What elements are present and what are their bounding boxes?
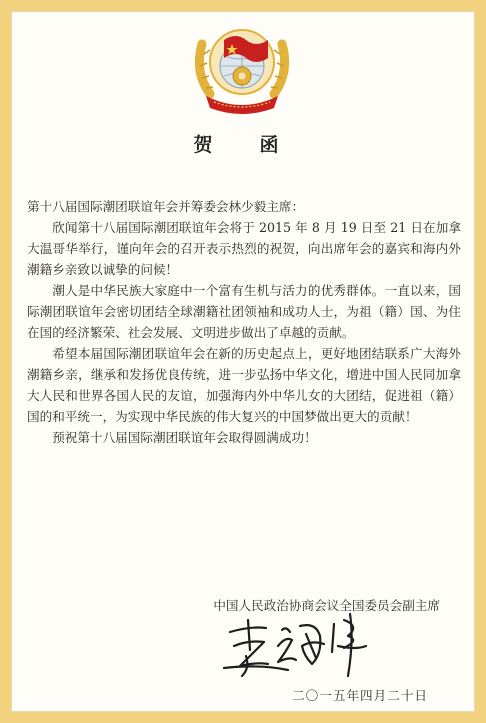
handwritten-signature [220,606,380,684]
paragraph-1: 欣闻第十八届国际潮团联谊年会将于 2015 年 8 月 19 日至 21 日在加拿大温哥华举行，谨向年会的召开表示热烈的祝贺，向出席年会的嘉宾和海内外潮籍乡亲致以诚挚的问候！ [27,220,461,277]
salutation-text: 第十八届国际潮团联谊年会并筹委会林少毅主席： [27,199,305,214]
paragraph-2: 潮人是中华民族大家庭中一个富有生机与活力的优秀群体。一直以来，国际潮团联谊年会密切团结全球潮籍社团领袖和成功人士，为祖（籍）国、为住在国的经济繁荣、社会发展、文明进步做出了卓越的贡献。 [27,283,461,340]
letter-date: 二〇一五年四月二十日 [292,688,428,703]
paragraph-4: 预祝第十八届国际潮团联谊年会取得圆满成功！ [52,430,317,445]
cppcc-emblem-icon [188,14,296,116]
paragraph-3: 希望本届国际潮团联谊年会在新的历史起点上，更好地团结联系广大海外潮籍乡亲，继承和发扬优良传统，进一步弘扬中华文化，增进中国人民同加拿大人民和世界各国人民的友谊，加强海内外中华儿女的大团结，促进祖（籍）国的和平统一，为实现中华民族的伟大复兴的中国梦做出更大的贡献！ [27,346,461,424]
letter-title: 贺 函 [193,134,293,156]
sender-title: 中国人民政治协商会议全国委员会副主席 [213,598,440,613]
letter-salutation [27,196,461,217]
letter-body [27,217,461,448]
